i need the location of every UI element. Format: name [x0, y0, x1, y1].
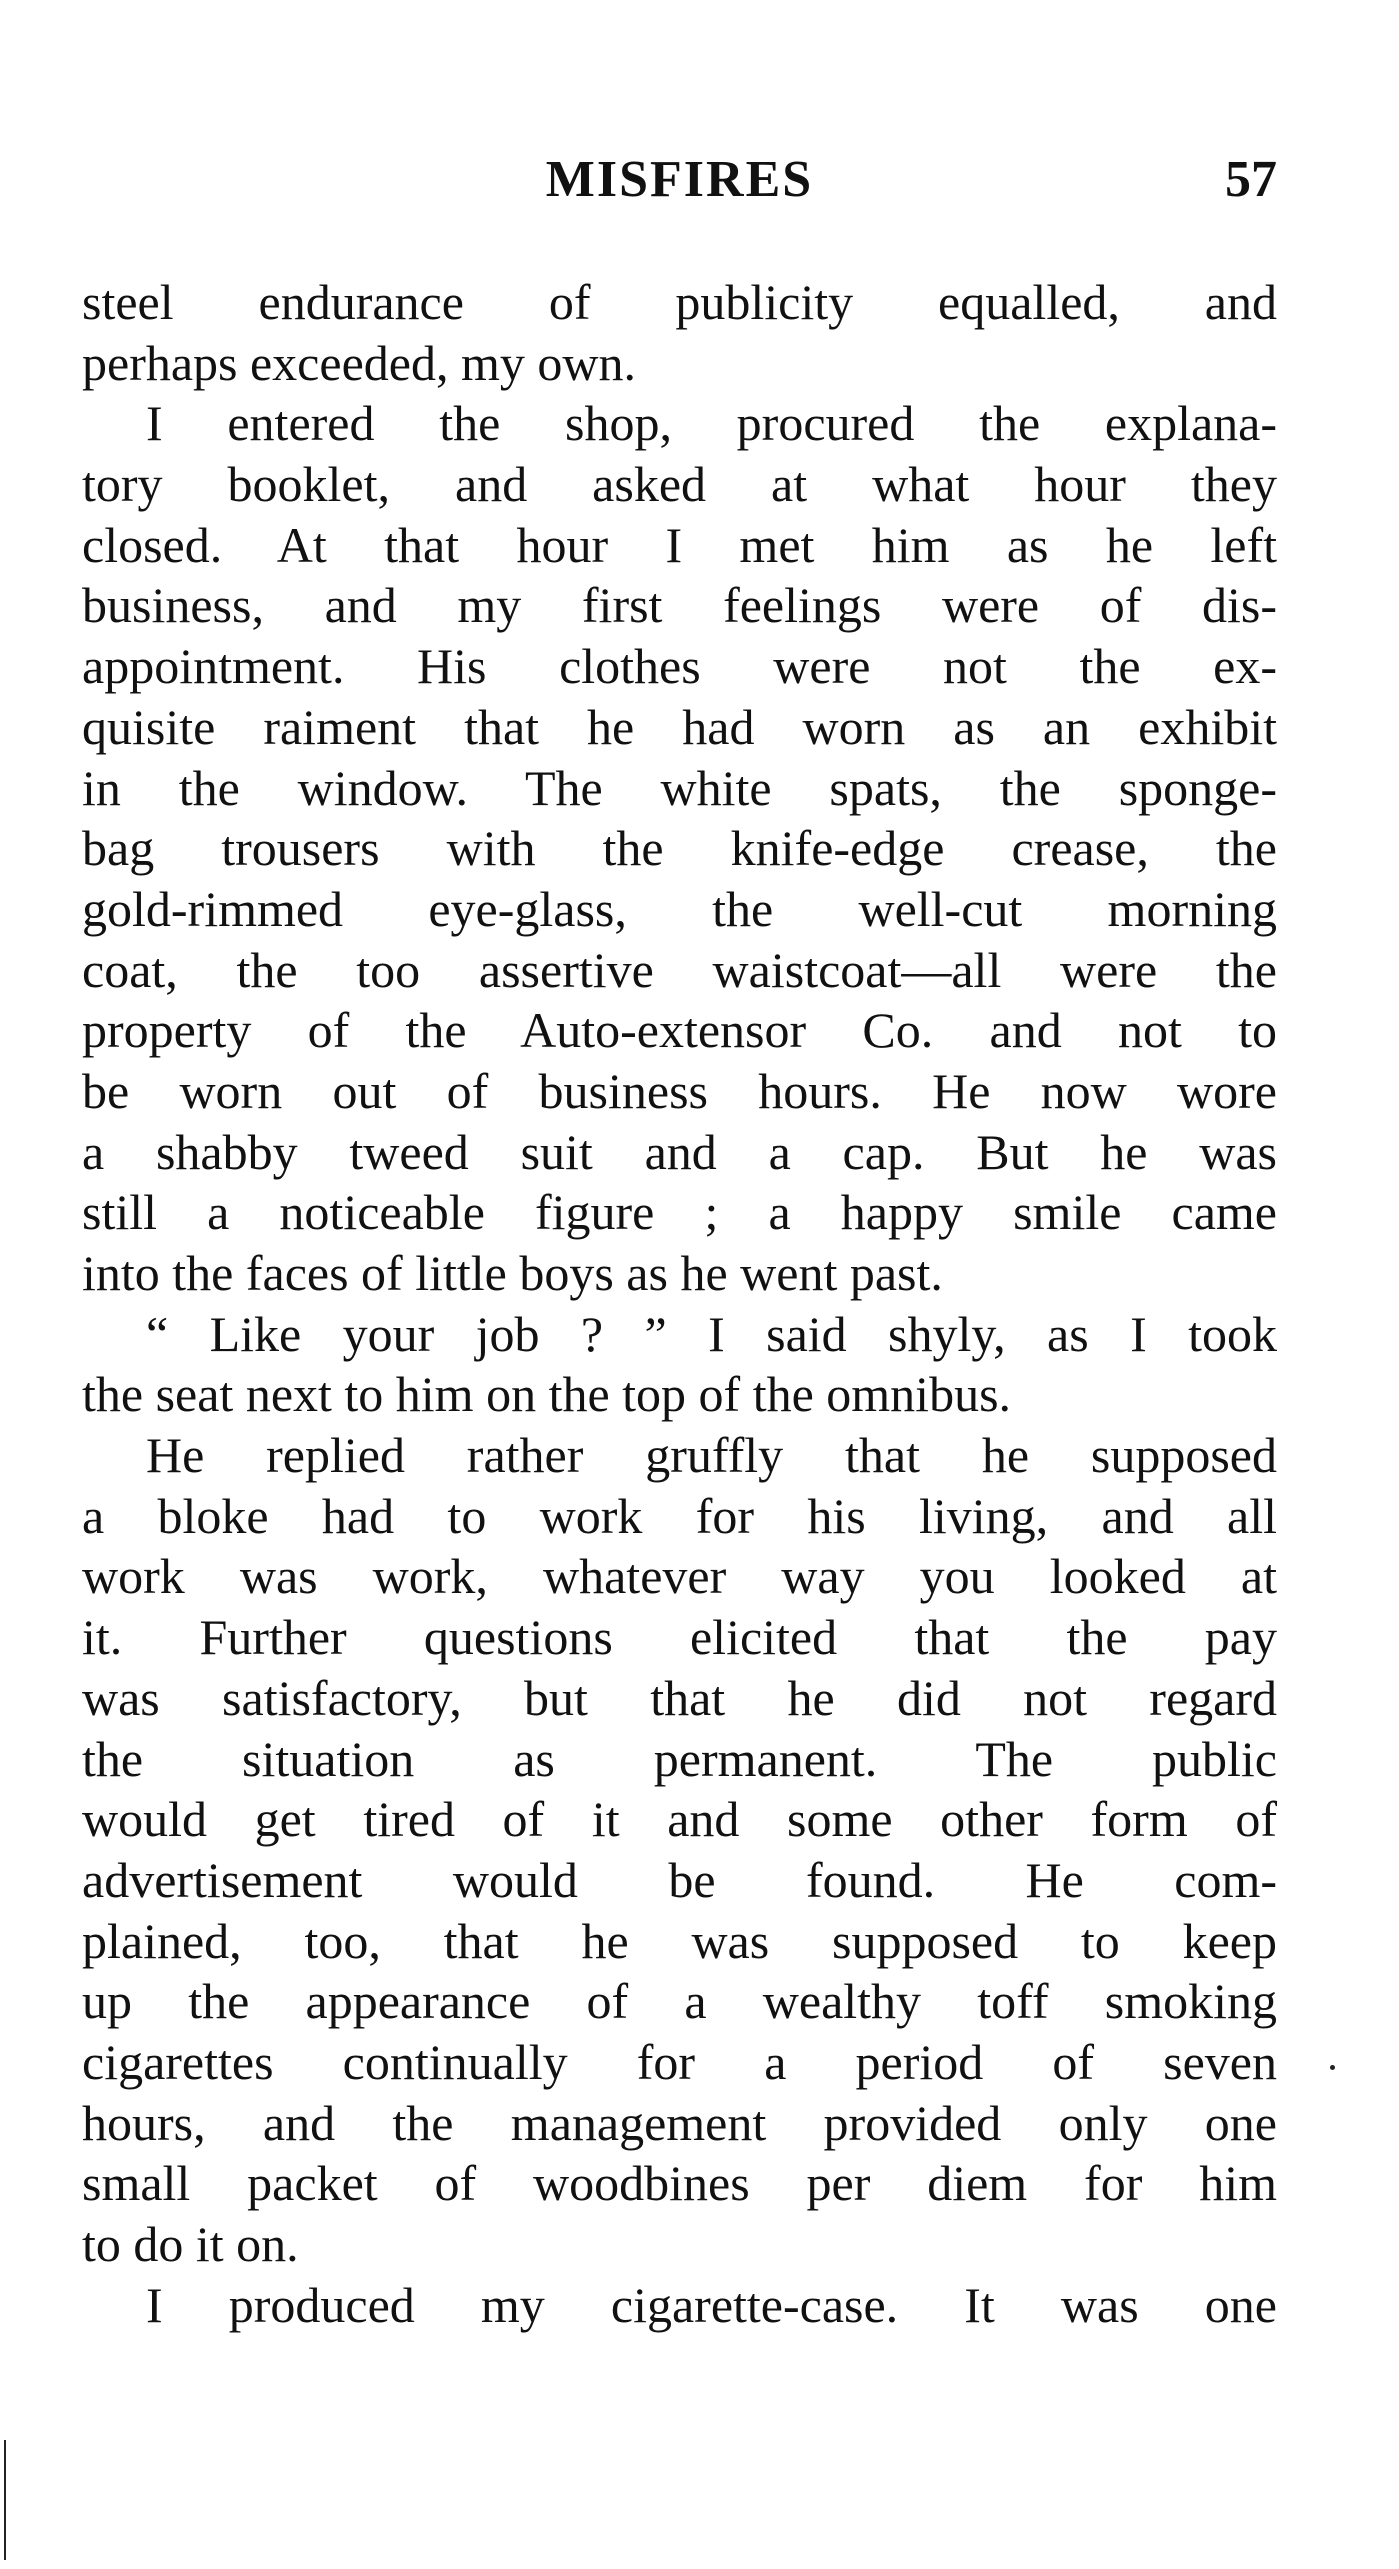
text-line: into the faces of little boys as he went past.	[82, 1245, 943, 1301]
text-line: coat, the too assertive waistcoat—all were the	[82, 941, 1277, 998]
scan-edge-mark	[4, 2440, 6, 2560]
text-line: cigarettes continually for a period of seven	[82, 2033, 1277, 2090]
text-line: was satisfactory, but that he did not regard	[82, 1669, 1277, 1726]
text-line: to do it on.	[82, 2216, 299, 2272]
text-line: the situation as permanent. The public	[82, 1730, 1277, 1787]
text-line: a bloke had to work for his living, and all	[82, 1487, 1277, 1544]
scan-speck	[1330, 2065, 1335, 2070]
text-line: still a noticeable figure ; a happy smile came	[82, 1184, 1277, 1241]
text-line: work was work, whatever way you looked at	[82, 1548, 1277, 1605]
text-line: “ Like your job ? ” I said shyly, as I took	[146, 1305, 1277, 1362]
text-line: advertisement would be found. He com-	[82, 1851, 1277, 1908]
text-line: I entered the shop, procured the explana-	[146, 395, 1277, 452]
text-line: it. Further questions elicited that the pay	[82, 1609, 1277, 1666]
text-line: up the appearance of a wealthy toff smoking	[82, 1973, 1277, 2030]
text-line: would get tired of it and some other form of	[82, 1791, 1277, 1848]
text-line: tory booklet, and asked at what hour they	[82, 456, 1277, 513]
text-line: gold-rimmed eye-glass, the well-cut morning	[82, 880, 1277, 937]
text-line: quisite raiment that he had worn as an exhibit	[82, 698, 1277, 755]
text-line: business, and my first feelings were of dis-	[82, 577, 1277, 634]
text-line: perhaps exceeded, my own.	[82, 334, 636, 391]
text-line: small packet of woodbines per diem for him	[82, 2155, 1277, 2212]
text-line: hours, and the management provided only one	[82, 2094, 1277, 2151]
running-title: MISFIRES	[545, 151, 814, 208]
page-header	[82, 145, 1277, 215]
page-number: 57	[1225, 151, 1277, 208]
body-text	[82, 272, 1277, 2335]
text-line: closed. At that hour I met him as he left	[82, 516, 1277, 573]
text-line: I produced my cigarette-case. It was one	[146, 2276, 1277, 2333]
text-line: a shabby tweed suit and a cap. But he was	[82, 1123, 1277, 1180]
text-line: the seat next to him on the top of the omnibus.	[82, 1366, 1012, 1423]
text-line: be worn out of business hours. He now wore	[82, 1062, 1277, 1119]
text-line: He replied rather gruffly that he supposed	[146, 1427, 1277, 1484]
text-line: bag trousers with the knife-edge crease, the	[82, 820, 1277, 877]
text-line: appointment. His clothes were not the ex-	[82, 638, 1277, 695]
text-line: steel endurance of publicity equalled, and	[82, 274, 1277, 330]
text-line: property of the Auto-extensor Co. and not to	[82, 1002, 1277, 1059]
text-line: in the window. The white spats, the sponge-	[82, 759, 1277, 816]
text-line: plained, too, that he was supposed to keep	[82, 1912, 1277, 1969]
